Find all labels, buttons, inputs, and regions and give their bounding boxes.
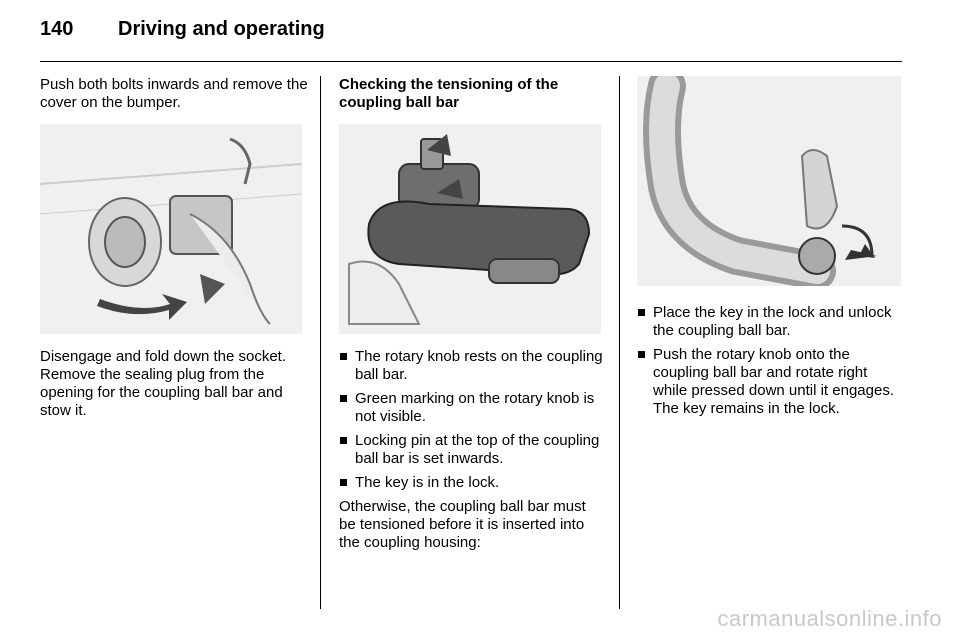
page-header [40, 16, 902, 60]
column-1-lower [40, 348, 308, 420]
coupling-ball-bar-key-illustration [637, 76, 901, 286]
column-1 [40, 76, 308, 112]
follow-up-text: Otherwise, the coupling ball bar must be tensioned before it is inserted into the coupling housing: [339, 498, 586, 551]
subsection-heading: Checking the tensioning of the coupling ball bar [339, 76, 559, 111]
coupling-ball-bar-knob-illustration [339, 124, 601, 334]
intro-text: Push both bolts inwards and remove the cover on the bumper. [40, 76, 308, 111]
watermark: carmanualsonline.info [717, 606, 942, 631]
instruction-text: Disengage and fold down the socket. Remove the sealing plug from the opening for the coupling ball bar and stow it. [40, 348, 286, 419]
section-title: Driving and operating [118, 18, 325, 40]
column-divider [619, 76, 620, 609]
check-list [339, 348, 605, 492]
list-item: The rotary knob rests on the coupling ball bar. [339, 348, 605, 384]
list-item: Place the key in the lock and unlock the coupling ball bar. [637, 304, 905, 340]
page-number: 140 [40, 18, 74, 40]
list-item: Green marking on the rotary knob is not visible. [339, 390, 605, 426]
bumper-cover-bolts-illustration [40, 124, 302, 334]
list-item: Push the rotary knob onto the coupling ball bar and rotate right while pressed down until it engages. The key remains in the lock. [637, 346, 905, 418]
column-2-lower [339, 348, 605, 552]
action-list [637, 304, 905, 418]
column-2 [339, 76, 605, 112]
coupling-key-figure [637, 76, 901, 286]
column-divider [320, 76, 321, 609]
header-rule [40, 61, 902, 62]
coupling-knob-figure [339, 124, 601, 334]
list-item: The key is in the lock. [339, 474, 605, 492]
list-item: Locking pin at the top of the coupling ball bar is set inwards. [339, 432, 605, 468]
bumper-cover-figure [40, 124, 302, 334]
column-3-lower [637, 304, 905, 424]
